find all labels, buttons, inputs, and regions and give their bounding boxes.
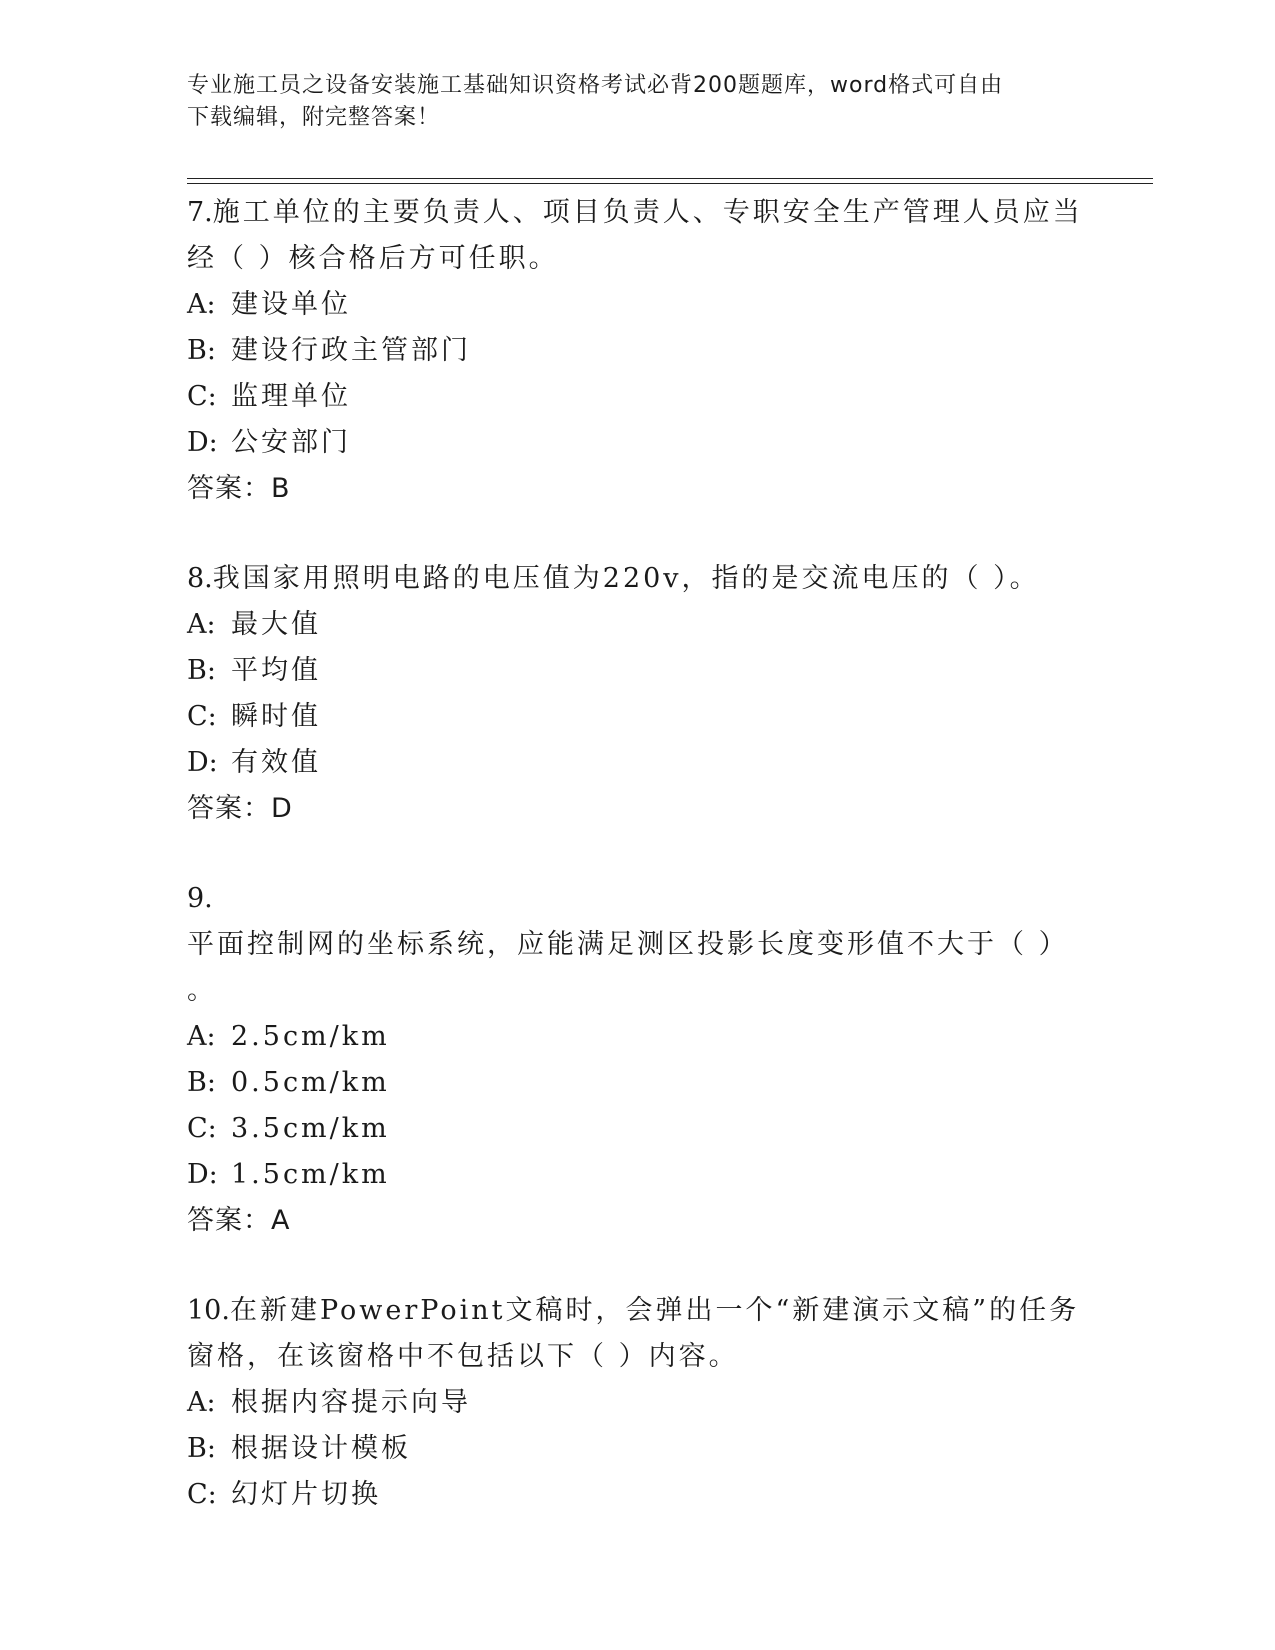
question-text-line-2: 经（ ）核合格后方可任职。 bbox=[187, 243, 559, 274]
option-d bbox=[187, 1152, 1087, 1198]
option-letter: D: bbox=[187, 427, 218, 458]
option-letter: D: bbox=[187, 1159, 218, 1190]
option-text: 0.5cm/km bbox=[231, 1067, 390, 1098]
option-text: 瞬时值 bbox=[231, 701, 321, 732]
option-text: 监理单位 bbox=[231, 381, 351, 412]
option-text: 根据设计模板 bbox=[231, 1433, 411, 1464]
option-text: 根据内容提示向导 bbox=[231, 1387, 471, 1418]
option-a bbox=[187, 1380, 1087, 1426]
question-number: 9. bbox=[187, 883, 213, 914]
option-text: 1.5cm/km bbox=[231, 1159, 390, 1190]
option-letter: A: bbox=[187, 1021, 216, 1052]
header-divider-bottom bbox=[187, 183, 1153, 184]
option-letter: B: bbox=[187, 335, 216, 366]
question-number: 7. bbox=[187, 197, 213, 228]
answer: 答案：D bbox=[187, 793, 293, 824]
option-text: 3.5cm/km bbox=[231, 1113, 390, 1144]
option-a bbox=[187, 282, 1087, 328]
header-line-2: 下载编辑，附完整答案！ bbox=[187, 105, 441, 130]
question-list bbox=[187, 190, 1087, 1562]
option-c bbox=[187, 694, 1087, 740]
option-text: 2.5cm/km bbox=[231, 1021, 390, 1052]
question-text-line-1: 我国家用照明电路的电压值为220v，指的是交流电压的（ ）。 bbox=[212, 563, 1040, 594]
option-text: 公安部门 bbox=[231, 427, 351, 458]
question-text bbox=[187, 876, 1087, 968]
option-b bbox=[187, 1060, 1087, 1106]
option-letter: C: bbox=[187, 1479, 217, 1510]
option-c bbox=[187, 374, 1087, 420]
question-text bbox=[187, 190, 1087, 236]
option-b bbox=[187, 648, 1087, 694]
option-letter: D: bbox=[187, 747, 218, 778]
option-text: 最大值 bbox=[231, 609, 321, 640]
option-letter: C: bbox=[187, 1113, 217, 1144]
option-b bbox=[187, 1426, 1087, 1472]
option-d bbox=[187, 420, 1087, 466]
question-10 bbox=[187, 1288, 1087, 1518]
option-b bbox=[187, 328, 1087, 374]
option-letter: B: bbox=[187, 655, 216, 686]
option-text: 有效值 bbox=[231, 747, 321, 778]
answer: 答案：B bbox=[187, 473, 291, 504]
document-header bbox=[187, 70, 1067, 134]
option-c bbox=[187, 1106, 1087, 1152]
option-text: 平均值 bbox=[231, 655, 321, 686]
option-text: 建设行政主管部门 bbox=[231, 335, 471, 366]
question-text-line-2: 。 bbox=[187, 975, 217, 1006]
question-text-line-1: 施工单位的主要负责人、项目负责人、专职安全生产管理人员应当 bbox=[212, 197, 1083, 228]
option-letter: A: bbox=[187, 609, 216, 640]
option-a bbox=[187, 1014, 1087, 1060]
header-line-1: 专业施工员之设备安装施工基础知识资格考试必背200题题库，word格式可自由 bbox=[187, 73, 1004, 98]
header-divider-top bbox=[187, 178, 1153, 179]
question-number: 10. bbox=[187, 1295, 230, 1326]
option-letter: B: bbox=[187, 1433, 216, 1464]
option-text: 建设单位 bbox=[231, 289, 351, 320]
question-number: 8. bbox=[187, 563, 213, 594]
option-letter: A: bbox=[187, 1387, 216, 1418]
option-letter: C: bbox=[187, 701, 217, 732]
question-7 bbox=[187, 190, 1087, 512]
option-letter: C: bbox=[187, 381, 217, 412]
question-text bbox=[187, 1288, 1087, 1334]
question-text-line-1: 在新建PowerPoint文稿时，会弹出一个“新建演示文稿”的任务 bbox=[229, 1295, 1080, 1326]
answer: 答案：A bbox=[187, 1205, 291, 1236]
question-text-line-2: 窗格，在该窗格中不包括以下（ ）内容。 bbox=[187, 1341, 739, 1372]
option-letter: B: bbox=[187, 1067, 216, 1098]
question-8 bbox=[187, 556, 1087, 832]
question-text bbox=[187, 556, 1087, 602]
option-a bbox=[187, 602, 1087, 648]
question-9 bbox=[187, 876, 1087, 1244]
question-text-line-1: 平面控制网的坐标系统，应能满足测区投影长度变形值不大于（ ） bbox=[187, 929, 1069, 960]
option-letter: A: bbox=[187, 289, 216, 320]
option-d bbox=[187, 740, 1087, 786]
option-c bbox=[187, 1472, 1087, 1518]
option-text: 幻灯片切换 bbox=[231, 1479, 381, 1510]
